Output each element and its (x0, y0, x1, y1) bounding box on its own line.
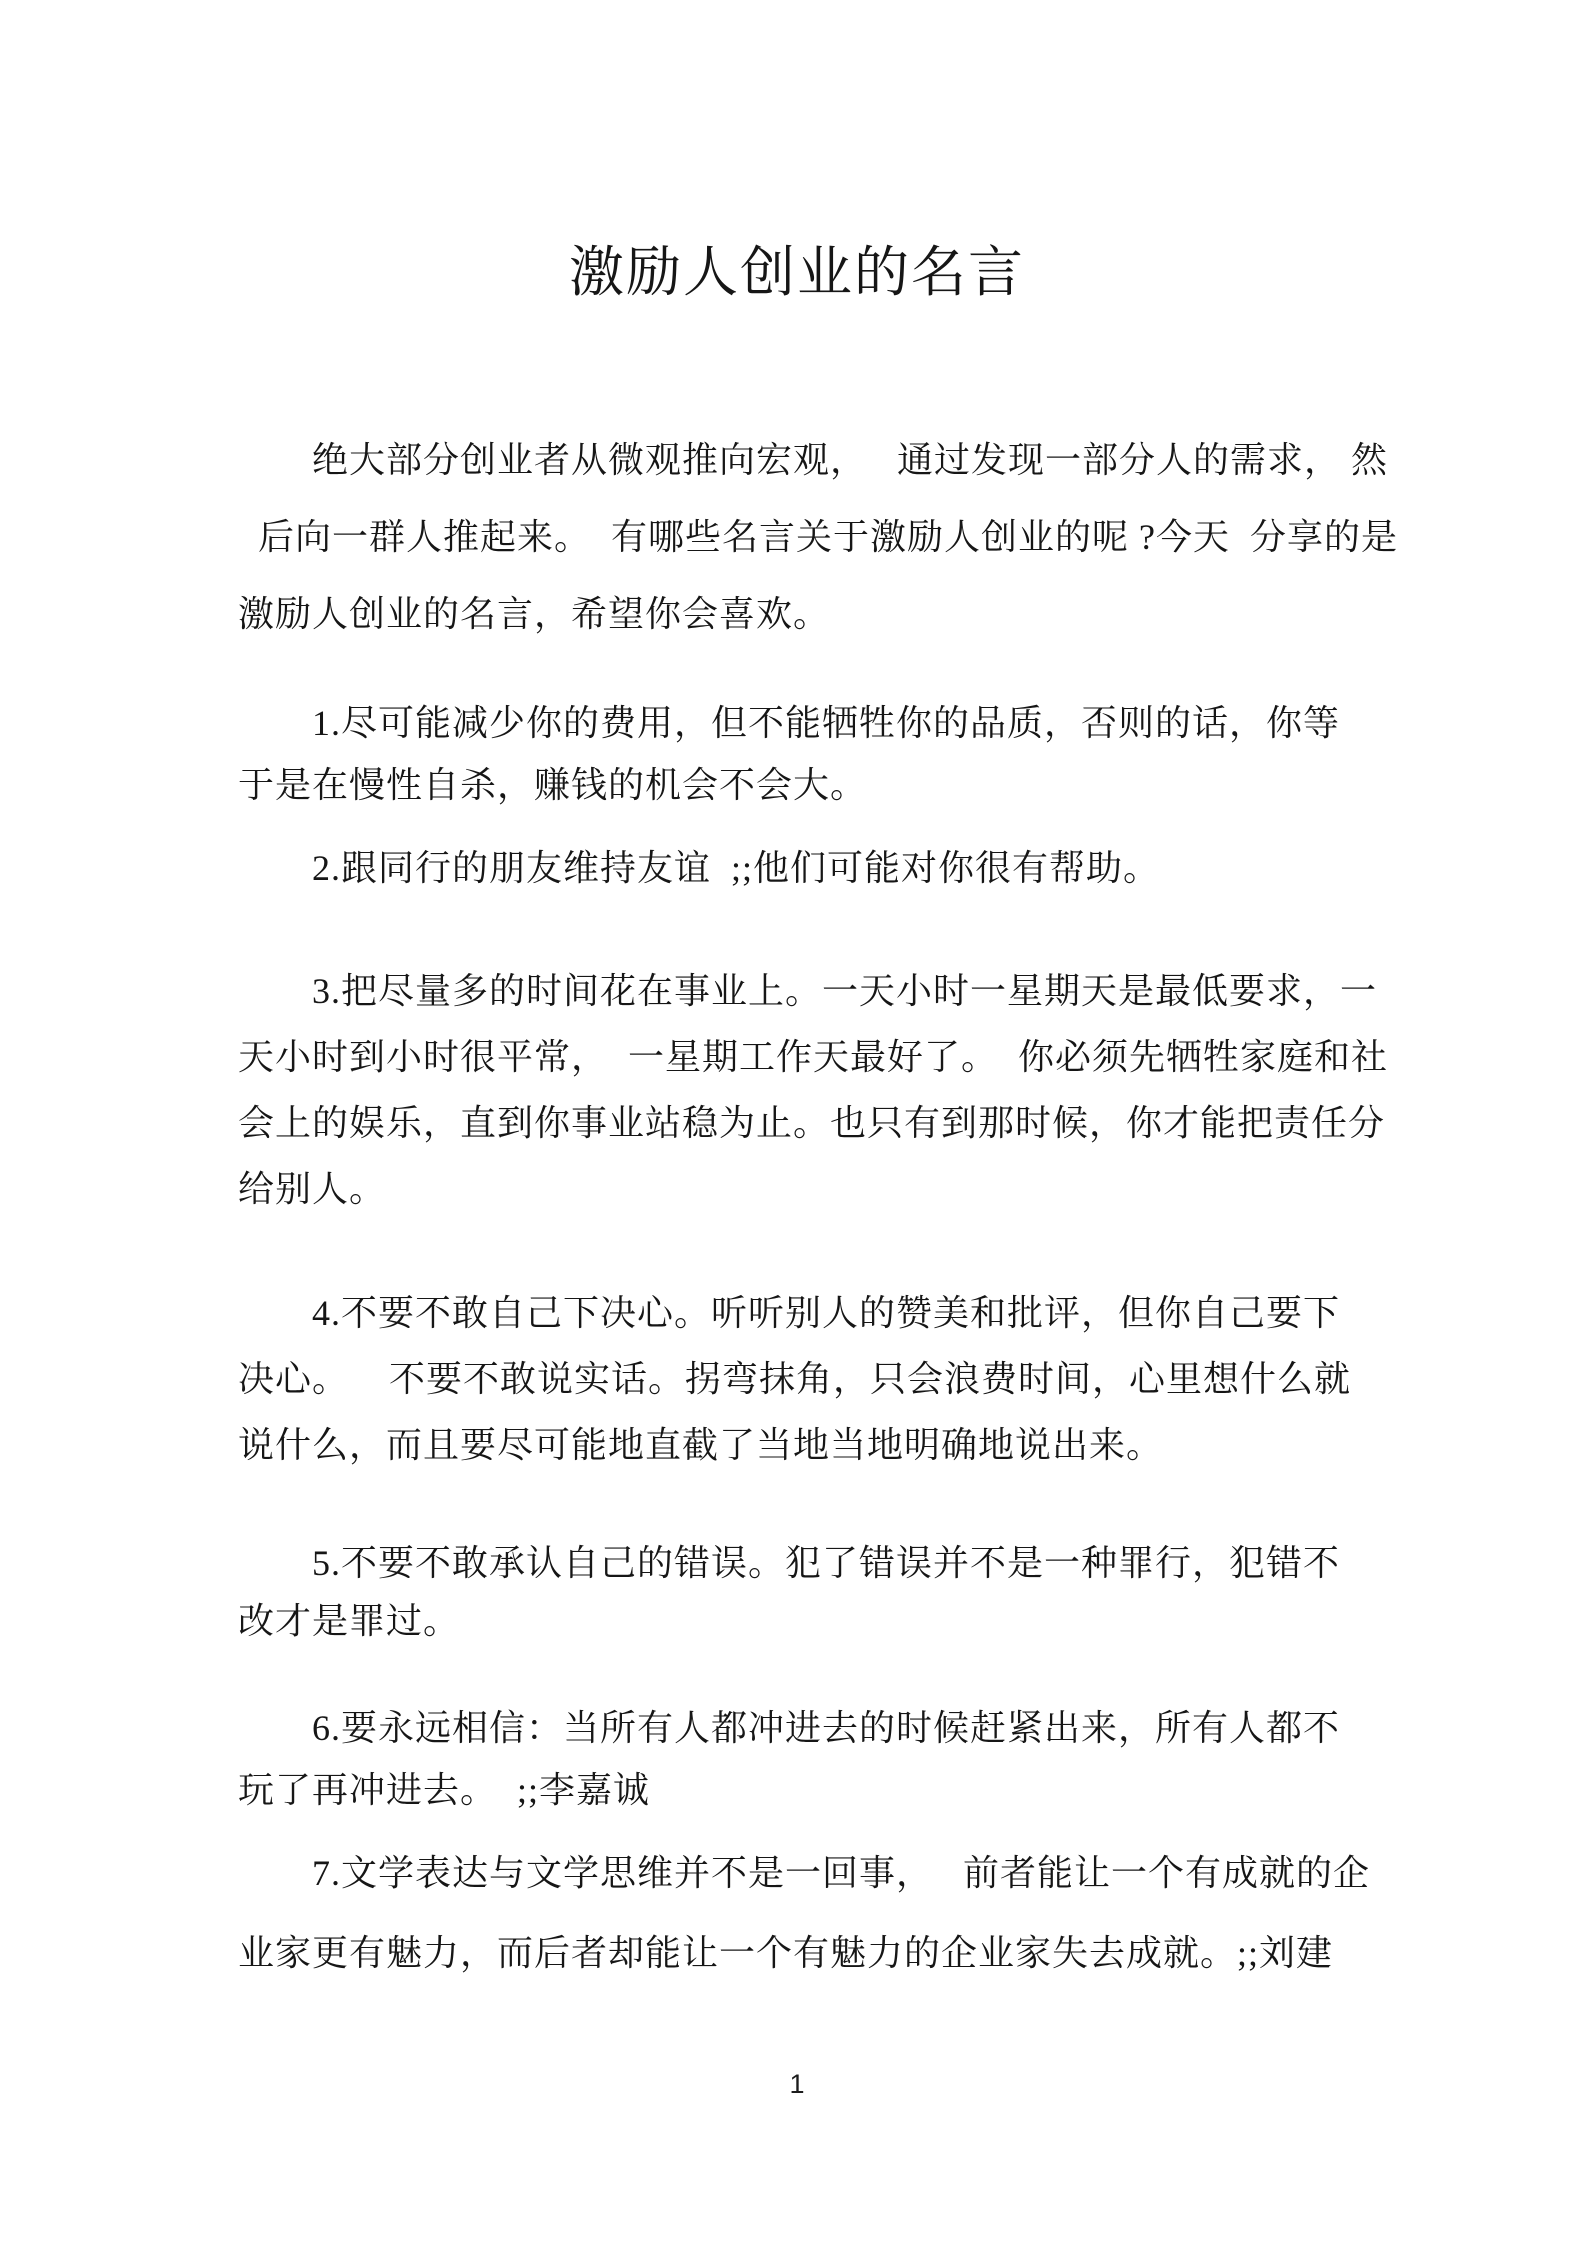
quote-1-line-1: 1.尽可能减少你的费用，但不能牺牲你的品质，否则的话，你等 (312, 703, 1341, 743)
quote-3-line-4: 给别人。 (238, 1169, 387, 1209)
quote-6-line-2: 玩了再冲进去。 ;;李嘉诚 (238, 1770, 651, 1810)
intro-paragraph-line-2: 后向一群人推起来。 有哪些名言关于激励人创业的呢 ?今天 分享的是 (238, 517, 1398, 557)
quote-4-line-1: 4.不要不敢自己下决心。听听别人的赞美和批评，但你自己要下 (312, 1293, 1341, 1333)
quote-4-line-3: 说什么，而且要尽可能地直截了当地当地明确地说出来。 (238, 1425, 1164, 1465)
quote-1-line-2: 于是在慢性自杀，赚钱的机会不会大。 (238, 765, 868, 805)
quote-2-line-1: 2.跟同行的朋友维持友谊 ;;他们可能对你很有帮助。 (312, 848, 1161, 888)
document-title: 激励人创业的名言 (568, 242, 1025, 303)
quote-3-line-1: 3.把尽量多的时间花在事业上。一天小时一星期天是最低要求，一 (312, 971, 1378, 1011)
quote-3-line-3: 会上的娱乐，直到你事业站稳为止。也只有到那时候，你才能把责任分 (238, 1103, 1386, 1143)
quote-7-line-2: 业家更有魅力，而后者却能让一个有魅力的企业家失去成就。;;刘建 (238, 1933, 1334, 1973)
intro-paragraph-line-1: 绝大部分创业者从微观推向宏观， 通过发现一部分人的需求， 然 (312, 440, 1389, 480)
quote-5-line-1: 5.不要不敢承认自己的错误。犯了错误并不是一种罪行，犯错不 (312, 1543, 1341, 1583)
quote-7-line-1: 7.文学表达与文学思维并不是一回事， 前者能让一个有成就的企 (312, 1853, 1371, 1893)
page-number: 1 (789, 2069, 805, 2099)
quote-6-line-1: 6.要永远相信：当所有人都冲进去的时候赶紧出来，所有人都不 (312, 1708, 1341, 1748)
intro-paragraph-line-3: 激励人创业的名言，希望你会喜欢。 (238, 594, 831, 634)
quote-5-line-2: 改才是罪过。 (238, 1601, 461, 1641)
quote-3-line-2: 天小时到小时很平常， 一星期工作天最好了。 你必须先牺牲家庭和社 (238, 1037, 1389, 1077)
quote-4-line-2: 决心。 不要不敢说实话。拐弯抹角，只会浪费时间，心里想什么就 (238, 1359, 1352, 1399)
